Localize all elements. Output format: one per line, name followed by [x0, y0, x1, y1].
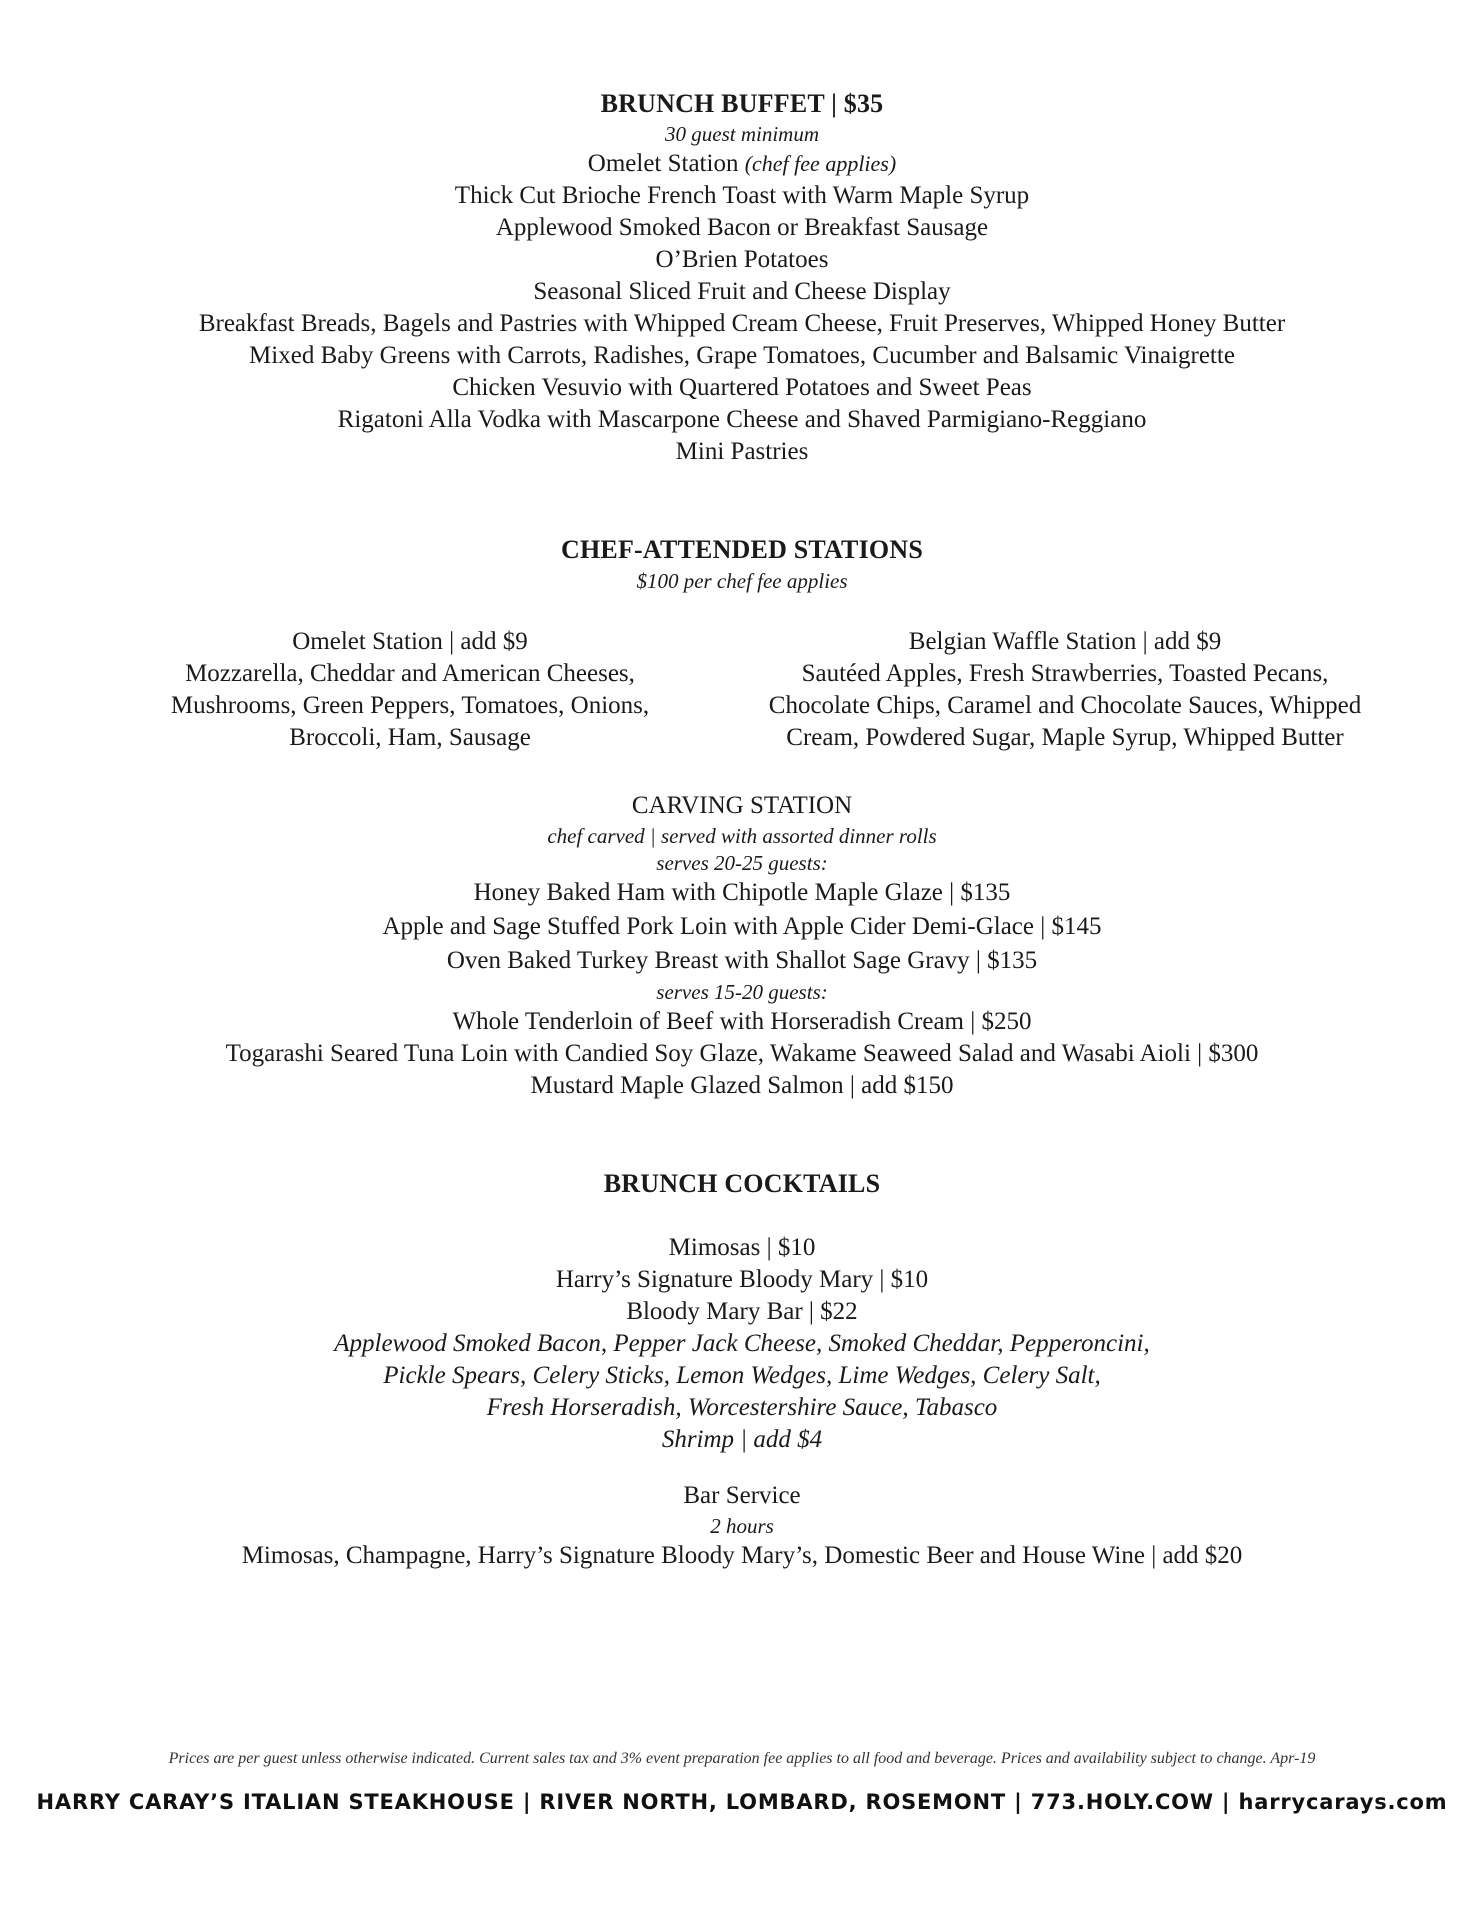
bar-service-description: Mimosas, Champagne, Harry’s Signature Bloody Mary’s, Domestic Beer and House Wine | add $20 — [241, 1542, 1243, 1569]
waffle-line: Cream, Powdered Sugar, Maple Syrup, Whipped Butter — [786, 724, 1344, 751]
carving-item: Apple and Sage Stuffed Pork Loin with Apple Cider Demi-Glace | $145 — [382, 913, 1102, 940]
pricing-footnote: Prices are per guest unless otherwise indicated. Current sales tax and 3% event preparation fee applies to all food and beverage. Prices and availability subject to change. Apr-19 — [168, 1750, 1316, 1767]
brunch-buffet-title: BRUNCH BUFFET | $35 — [600, 89, 884, 118]
serves-20-25-label: serves 20-25 guests: — [656, 851, 828, 875]
carving-item: Honey Baked Ham with Chipotle Maple Glaze | $135 — [473, 879, 1011, 906]
bloody-mary-bar-line: Pickle Spears, Celery Sticks, Lemon Wedges, Lime Wedges, Celery Salt, — [383, 1362, 1101, 1389]
buffet-item: Rigatoni Alla Vodka with Mascarpone Cheese and Shaved Parmigiano-Reggiano — [337, 406, 1147, 433]
omelet-fee-note: (chef fee applies) — [744, 151, 897, 176]
cocktail-list — [0, 1232, 1484, 1456]
guest-minimum: 30 guest minimum — [665, 122, 819, 146]
buffet-item-omelet — [0, 148, 1484, 180]
buffet-item: Breakfast Breads, Bagels and Pastries with Whipped Cream Cheese, Fruit Preserves, Whipped Honey Butter — [198, 310, 1286, 337]
bloody-mary-bar-line: Applewood Smoked Bacon, Pepper Jack Cheese, Smoked Cheddar, Pepperoncini, — [334, 1330, 1150, 1357]
omelet-line: Mozzarella, Cheddar and American Cheeses, — [185, 660, 635, 687]
bloody-mary-bar-line: Fresh Horseradish, Worcestershire Sauce, Tabasco — [486, 1394, 998, 1421]
buffet-item: Mini Pastries — [675, 438, 809, 465]
omelet-station-column — [140, 626, 680, 754]
waffle-line: Chocolate Chips, Caramel and Chocolate Sauces, Whipped — [768, 692, 1362, 719]
buffet-item: Chicken Vesuvio with Quartered Potatoes and Sweet Peas — [452, 374, 1032, 401]
carving-item: Oven Baked Turkey Breast with Shallot Sage Gravy | $135 — [446, 947, 1038, 974]
bar-service-title: Bar Service — [683, 1482, 801, 1509]
waffle-line: Sautéed Apples, Fresh Strawberries, Toasted Pecans, — [801, 660, 1329, 687]
waffle-station-column — [730, 626, 1400, 754]
omelet-station-label: Omelet Station — [587, 150, 739, 177]
bar-service-section — [0, 1480, 1484, 1572]
carving-note: chef carved | served with assorted dinner rolls — [547, 824, 937, 848]
buffet-item: O’Brien Potatoes — [655, 246, 829, 273]
cocktail-item: Harry’s Signature Bloody Mary | $10 — [555, 1266, 929, 1293]
cocktail-item: Mimosas | $10 — [668, 1234, 816, 1261]
carving-item: Togarashi Seared Tuna Loin with Candied Soy Glaze, Wakame Seaweed Salad and Wasabi Aioli | $300 — [225, 1040, 1259, 1067]
omelet-line: Mushrooms, Green Peppers, Tomatoes, Onions, — [170, 692, 650, 719]
carving-station-title: CARVING STATION — [631, 792, 853, 819]
chef-fee-note: $100 per chef fee applies — [636, 569, 848, 593]
carving-item: Whole Tenderloin of Beef with Horseradish Cream | $250 — [452, 1008, 1032, 1035]
buffet-item: Seasonal Sliced Fruit and Cheese Display — [533, 278, 951, 305]
omelet-line: Broccoli, Ham, Sausage — [289, 724, 531, 751]
brunch-cocktails-title: BRUNCH COCKTAILS — [603, 1169, 881, 1198]
carving-station-section — [0, 790, 1484, 1102]
chef-stations-title: CHEF-ATTENDED STATIONS — [561, 535, 923, 564]
carving-item: Mustard Maple Glazed Salmon | add $150 — [530, 1072, 954, 1099]
waffle-station-title: Belgian Waffle Station | add $9 — [908, 628, 1222, 655]
buffet-item: Mixed Baby Greens with Carrots, Radishes, Grape Tomatoes, Cucumber and Balsamic Vinaigrette — [249, 342, 1235, 369]
chef-stations-header — [0, 534, 1484, 596]
bar-service-duration: 2 hours — [710, 1514, 774, 1538]
restaurant-footer: HARRY CARAY’S ITALIAN STEAKHOUSE | RIVER NORTH, LOMBARD, ROSEMONT | 773.HOLY.COW | harrycarays.com — [36, 1790, 1448, 1814]
brunch-cocktails-section — [0, 1168, 1484, 1200]
shrimp-addon: Shrimp | add $4 — [661, 1426, 823, 1453]
buffet-item: Thick Cut Brioche French Toast with Warm Maple Syrup — [454, 182, 1030, 209]
cocktail-item: Bloody Mary Bar | $22 — [626, 1298, 858, 1325]
omelet-station-title: Omelet Station | add $9 — [292, 628, 528, 655]
serves-15-20-label: serves 15-20 guests: — [656, 980, 828, 1004]
brunch-buffet-section — [0, 88, 1484, 468]
buffet-item: Applewood Smoked Bacon or Breakfast Sausage — [495, 214, 989, 241]
